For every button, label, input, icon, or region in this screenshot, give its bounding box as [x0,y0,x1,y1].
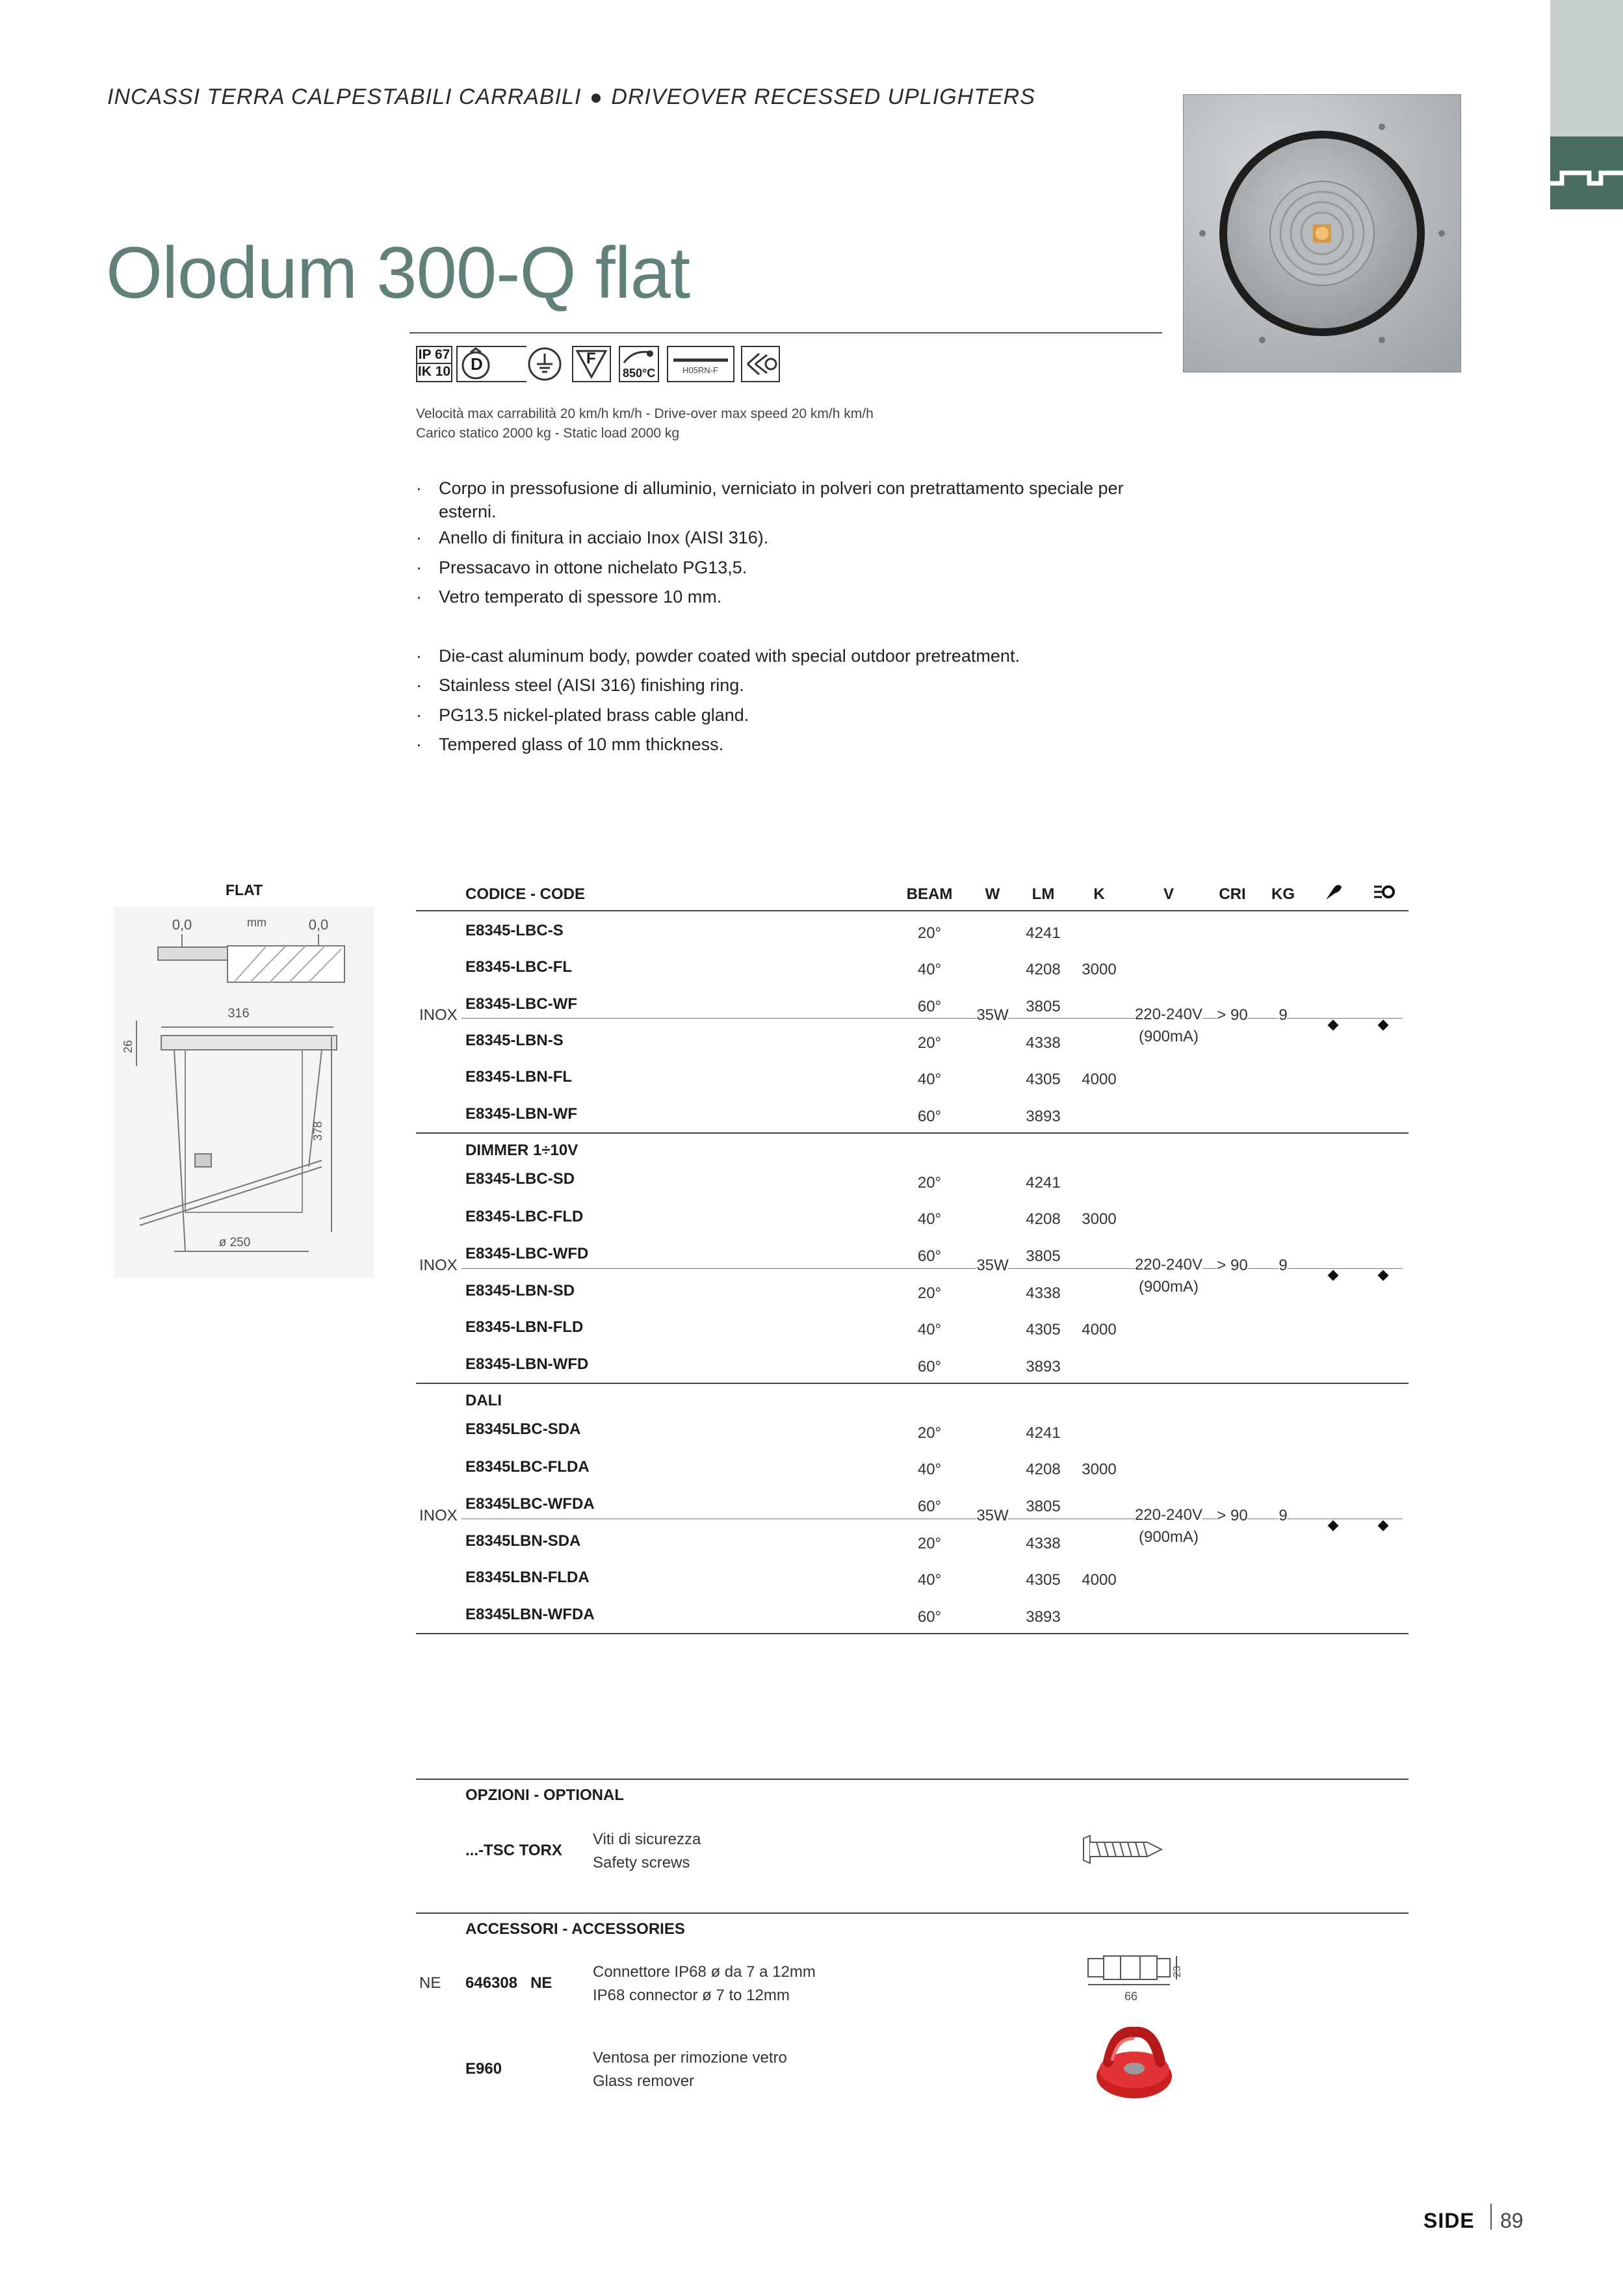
glass-remover-photo [1089,2023,1173,2107]
row-lm: 4208 [1026,1210,1061,1228]
group-finish: INOX [419,1257,461,1275]
lamp-replace-icon [1322,881,1343,902]
group-k-neutral: 4000 [1082,1321,1117,1338]
optional-top-line [416,1779,1409,1780]
row-beam: 20° [917,924,942,942]
group-cri: > 90 [1217,1507,1248,1524]
accessory-desc-it: Connettore IP68 ø da 7 a 12mm [593,1963,816,1981]
row-lm: 3805 [1026,1498,1061,1515]
driver-included-mark [1378,1520,1389,1532]
dim-diameter: ø 250 [218,1236,251,1249]
led-driver-icon [741,346,780,382]
row-lm: 3805 [1026,998,1061,1015]
row-lm: 4338 [1026,1535,1061,1552]
row-beam: 60° [917,1608,942,1626]
group-watt: 35W [976,1006,1009,1024]
group-k-warm: 3000 [1082,1461,1117,1478]
section-icon [1550,137,1623,209]
group-k-neutral: 4000 [1082,1571,1117,1589]
row-code: E8345LBN-FLDA [465,1569,590,1586]
col-v: V [1163,885,1175,903]
spec-load: Carico statico 2000 kg - Static load 2000 kg [416,426,680,441]
row-beam: 60° [917,1247,942,1265]
group-voltage [1135,1004,1202,1048]
group-watt: 35W [976,1507,1009,1524]
safety-screw-icon [1082,1833,1164,1866]
row-code: E8345-LBC-S [465,922,564,939]
row-code: E8345-LBC-WF [465,995,578,1013]
current-value: (900mA) [1138,1028,1199,1045]
row-lm: 3893 [1026,1608,1061,1626]
header-left: INCASSI TERRA CALPESTABILI CARRABILI [107,85,582,109]
footer-separator [1490,2204,1492,2230]
dim-width: 316 [227,1006,250,1021]
accessory-code: E960 [465,2060,502,2078]
row-code: E8345-LBN-S [465,1032,564,1049]
lamp-replace-mark [1328,1520,1339,1532]
col-code: CODICE - CODE [465,885,586,903]
col-cri: CRI [1219,885,1246,903]
group-subtitle: DIMMER 1÷10V [465,1141,578,1159]
group-divider [460,1018,1403,1019]
row-lm: 3893 [1026,1108,1061,1125]
cable-type: H05RN-F [682,365,718,375]
row-code: E8345LBC-WFDA [465,1495,595,1513]
connector-height: 23 [1172,1966,1183,1977]
dim-right: 0,0 [308,917,329,933]
ip-rating: IP 67 [417,347,451,364]
title-divider [409,332,1162,333]
row-beam: 60° [917,1108,942,1125]
side-tab-dark [1550,137,1623,209]
row-beam: 40° [917,961,942,978]
accessories-top-line [416,1912,1409,1914]
temp-rating: 850°C [623,367,656,380]
row-code: E8345-LBC-FLD [465,1208,584,1225]
row-code: E8345-LBC-WFD [465,1245,589,1262]
side-tab-light [1550,0,1623,137]
f-mark-icon [572,346,611,382]
group-end-line [416,1383,1409,1384]
connector-width: 66 [1124,1990,1138,2003]
group-k-warm: 3000 [1082,961,1117,978]
glow-wire-icon [619,346,659,382]
page-number: 89 [1500,2209,1524,2232]
row-lm: 4338 [1026,1034,1061,1052]
optional-desc [593,1828,701,1875]
row-lm: 4305 [1026,1321,1061,1338]
connector-drawing [1085,1953,1183,2005]
dim-height: 378 [311,1121,324,1141]
group-kg: 9 [1279,1006,1288,1024]
row-beam: 40° [917,1571,942,1589]
col-k: K [1093,885,1105,903]
bullet-dot [591,94,601,103]
drive-over-icon [456,346,533,382]
cable-icon [667,346,734,382]
technical-drawing [114,907,374,1277]
accessory-desc-it: Ventosa per rimozione vetro [593,2049,787,2067]
row-lm: 4338 [1026,1285,1061,1302]
row-code: E8345-LBN-FL [465,1068,573,1086]
row-code: E8345-LBN-FLD [465,1318,584,1336]
row-beam: 40° [917,1321,942,1338]
row-code: E8345-LBN-WFD [465,1355,589,1373]
header-right: DRIVEOVER RECESSED UPLIGHTERS [611,85,1035,109]
optional-title: OPZIONI - OPTIONAL [465,1786,624,1804]
drawing-label: FLAT [226,881,263,898]
row-lm: 4208 [1026,961,1061,978]
accessories-title: ACCESSORI - ACCESSORIES [465,1920,685,1938]
row-code: E8345LBC-FLDA [465,1458,590,1476]
col-w: W [985,885,1000,903]
group-k-warm: 3000 [1082,1210,1117,1228]
group-finish: INOX [419,1507,461,1525]
lamp-replace-mark [1328,1020,1339,1031]
group-subtitle: DALI [465,1392,502,1409]
group-end-line [416,1633,1409,1634]
row-code: E8345LBN-SDA [465,1532,581,1550]
row-lm: 4241 [1026,1174,1061,1192]
group-end-line [416,1132,1409,1134]
row-code: E8345-LBN-SD [465,1282,575,1299]
row-code: E8345LBC-SDA [465,1420,581,1438]
row-beam: 60° [917,998,942,1015]
table-header-line [416,910,1409,911]
ik-rating: IK 10 [417,364,451,379]
col-lm: LM [1032,885,1055,903]
row-beam: 40° [917,1071,942,1088]
group-divider [460,1268,1403,1269]
row-lm: 3805 [1026,1247,1061,1265]
footer-brand: SIDE [1423,2209,1475,2232]
lamp-replace-mark [1328,1270,1339,1281]
row-lm: 4241 [1026,1424,1061,1442]
voltage-range: 220-240V [1134,1006,1203,1023]
optional-desc-it: Viti di sicurezza [593,1831,701,1848]
row-beam: 40° [917,1210,942,1228]
page-title: Olodum 300-Q flat [106,232,690,313]
row-lm: 3893 [1026,1358,1061,1376]
row-beam: 60° [917,1358,942,1376]
accessory-desc-en: Glass remover [593,2072,695,2090]
group-finish: INOX [419,1006,461,1024]
col-beam: BEAM [906,885,953,903]
accessory-desc [593,2046,787,2093]
row-lm: 4241 [1026,924,1061,942]
category-header [107,85,1035,110]
spec-speed: Velocità max carrabilità 20 km/h km/h - Drive-over max speed 20 km/h km/h [416,406,874,421]
row-beam: 20° [917,1535,942,1552]
voltage-range: 220-240V [1134,1506,1203,1524]
driver-included-mark [1378,1020,1389,1031]
accessory-code: 646308 NE [465,1974,552,1992]
optional-desc-en: Safety screws [593,1854,690,1872]
dim-left: 0,0 [172,917,192,933]
group-k-neutral: 4000 [1082,1071,1117,1088]
accessory-desc-en: IP68 connector ø 7 to 12mm [593,1987,790,2004]
voltage-range: 220-240V [1134,1256,1203,1273]
specs-block [416,404,874,443]
row-beam: 20° [917,1424,942,1442]
row-code: E8345LBN-WFDA [465,1606,595,1623]
dim-height-small: 26 [122,1039,135,1054]
optional-code: ...-TSC TORX [465,1842,562,1859]
f-letter: F [586,350,596,367]
group-watt: 35W [976,1257,1009,1274]
row-lm: 4208 [1026,1461,1061,1478]
driver-included-mark [1378,1270,1389,1281]
group-voltage [1135,1254,1202,1298]
col-kg: KG [1271,885,1295,903]
class-one-icon [526,346,563,382]
row-lm: 4305 [1026,1571,1061,1589]
row-code: E8345-LBC-FL [465,958,573,976]
group-kg: 9 [1279,1257,1288,1274]
current-value: (900mA) [1138,1528,1199,1546]
row-beam: 60° [917,1498,942,1515]
group-cri: > 90 [1217,1257,1248,1274]
row-code: E8345-LBC-SD [465,1170,575,1188]
group-cri: > 90 [1217,1006,1248,1024]
group-kg: 9 [1279,1507,1288,1524]
product-photo [1183,94,1461,372]
row-beam: 40° [917,1461,942,1478]
driver-included-icon [1373,881,1395,902]
row-beam: 20° [917,1034,942,1052]
row-code: E8345-LBN-WF [465,1105,578,1123]
row-beam: 20° [917,1285,942,1302]
group-voltage [1135,1504,1202,1548]
row-lm: 4305 [1026,1071,1061,1088]
current-value: (900mA) [1138,1278,1199,1296]
accessory-desc [593,1961,816,2007]
row-beam: 20° [917,1174,942,1192]
dim-unit: mm [247,916,266,929]
accessory-prefix: NE [419,1974,441,1992]
ip-ik-icon [416,346,452,382]
d-letter: D [471,354,483,374]
